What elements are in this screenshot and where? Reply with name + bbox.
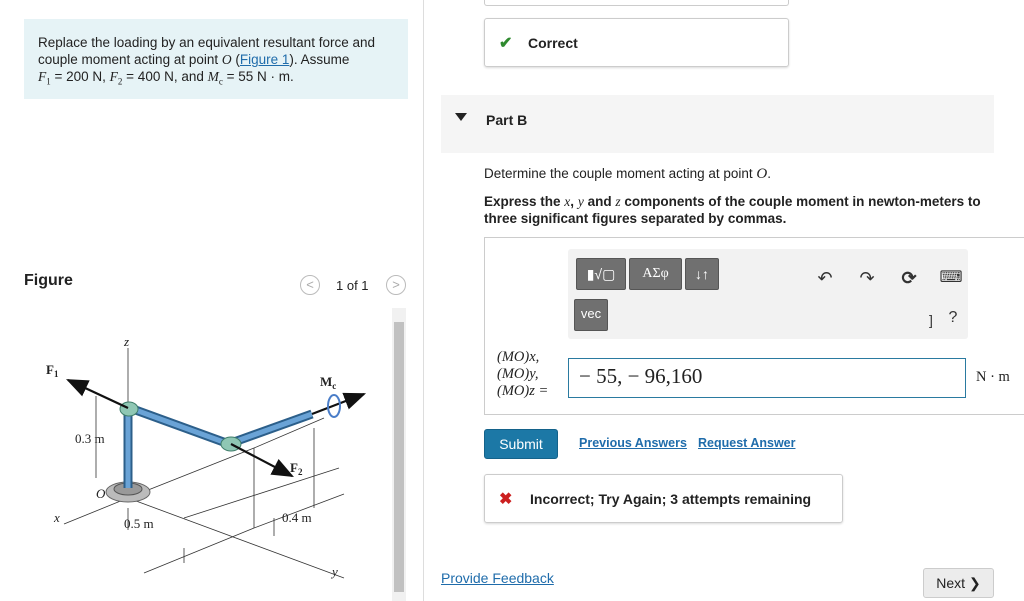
problem-text-1: Replace the loading by an equivalent resultant force and couple moment acting at point: [38, 35, 375, 67]
f1-subscript: 1: [46, 76, 51, 87]
help-icon[interactable]: ?: [948, 309, 958, 326]
instruction-x: x: [564, 194, 571, 209]
template-button[interactable]: [576, 258, 626, 290]
arrows-button[interactable]: [685, 258, 719, 290]
x-icon: ✖: [499, 491, 513, 508]
mc-figure-sub: c: [332, 381, 337, 391]
instruction-4: components of the couple moment in newton-meters to three significant figures separated by commas.: [484, 194, 981, 226]
answer-input[interactable]: − 55, − 96,160: [568, 358, 966, 398]
part-a-result-box: [484, 18, 789, 67]
f1-value: = 200 N,: [50, 69, 110, 84]
bracket-icon[interactable]: ]: [929, 312, 933, 328]
figure-next-button[interactable]: [386, 275, 406, 295]
var-line-z: (MO)z =: [497, 383, 549, 399]
chevron-right-icon: >: [392, 277, 400, 292]
problem-statement: [24, 19, 408, 99]
problem-open-paren: (: [231, 52, 240, 67]
figure-pager-text: 1 of 1: [336, 278, 369, 293]
answer-variable-label: [497, 349, 548, 400]
previous-panel-edge: [484, 0, 789, 6]
math-toolbar: [568, 249, 968, 339]
f1-figure-sub: 1: [53, 369, 59, 379]
caret-down-icon[interactable]: [455, 113, 467, 121]
axis-y-label: y: [332, 564, 338, 579]
question-var: O: [756, 166, 768, 182]
mc-symbol: M: [207, 69, 219, 84]
axis-x-label: x: [54, 510, 60, 525]
part-a-status: Correct: [528, 35, 578, 51]
symbols-button[interactable]: [629, 258, 682, 290]
arrows-icon: ↓↑: [695, 266, 709, 282]
dim-04-label: 0.4 m: [282, 510, 312, 525]
check-icon: [499, 33, 512, 53]
instruction-z: z: [615, 194, 621, 209]
dim-03-label: 0.3 m: [75, 431, 105, 446]
question-suffix: .: [767, 166, 772, 181]
part-b-instruction: [484, 193, 994, 227]
chevron-right-icon: ❯: [968, 575, 981, 591]
f2-figure-letter: F: [290, 460, 298, 475]
instruction-2: ,: [570, 194, 578, 209]
f1-figure-label: [46, 362, 59, 379]
part-b-question: [484, 166, 771, 183]
f2-figure-sub: 2: [297, 467, 303, 477]
var-line-y: (MO)y,: [497, 366, 539, 382]
f1-symbol: F: [38, 69, 47, 84]
vec-button[interactable]: [574, 299, 608, 331]
figure-link[interactable]: Figure 1: [239, 52, 290, 67]
f1-figure-letter: F: [46, 362, 54, 377]
template-icon: ▮√▢: [586, 266, 616, 282]
check-glyph: ✔: [499, 35, 513, 52]
dim-05-label: 0.5 m: [124, 516, 154, 531]
instruction-y: y: [577, 194, 584, 209]
f2-figure-label: [290, 460, 303, 477]
provide-feedback-link[interactable]: Provide Feedback: [441, 570, 554, 586]
figure-scroll-thumb[interactable]: [394, 322, 404, 592]
redo-icon[interactable]: ↷: [859, 268, 875, 288]
submit-button[interactable]: Submit: [484, 429, 558, 459]
var-line-x: (MO)x,: [497, 349, 540, 365]
figure-heading: Figure: [24, 272, 73, 289]
panel-divider: [423, 0, 424, 601]
f2-value: = 400 N, and: [122, 69, 208, 84]
f2-symbol: F: [109, 69, 118, 84]
undo-icon[interactable]: ↶: [817, 268, 833, 288]
mc-value: = 55 N · m.: [222, 69, 294, 84]
point-o: O: [221, 52, 232, 67]
reset-icon[interactable]: ⟳: [901, 268, 917, 288]
problem-text-2: ). Assume: [289, 52, 350, 67]
symbols-icon: ΑΣφ: [642, 266, 669, 281]
vec-label: vec: [580, 306, 602, 321]
instruction-3: and: [583, 194, 616, 209]
origin-o-label: O: [96, 486, 106, 501]
pipe-assembly-figure: [24, 308, 390, 601]
part-b-result-box: [484, 474, 843, 523]
previous-answers-link[interactable]: Previous Answers: [579, 436, 687, 450]
mc-figure-label: [320, 374, 336, 391]
next-label: Next: [936, 575, 966, 591]
part-b-result-text: Incorrect; Try Again; 3 attempts remaining: [530, 491, 812, 507]
next-button[interactable]: [923, 568, 994, 598]
mc-subscript: c: [218, 76, 223, 87]
keyboard-icon[interactable]: ⌨: [939, 269, 963, 286]
chevron-left-icon: <: [306, 277, 314, 292]
figure-prev-button[interactable]: [300, 275, 320, 295]
axis-z-label: z: [124, 334, 130, 349]
request-answer-link[interactable]: Request Answer: [698, 436, 796, 450]
f2-subscript: 2: [117, 76, 123, 87]
answer-unit: N · m: [976, 369, 1010, 385]
part-b-title: Part B: [486, 112, 528, 128]
mc-figure-letter: M: [320, 374, 333, 389]
instruction-1: Express the: [484, 194, 565, 209]
question-prefix: Determine the couple moment acting at point: [484, 166, 757, 181]
